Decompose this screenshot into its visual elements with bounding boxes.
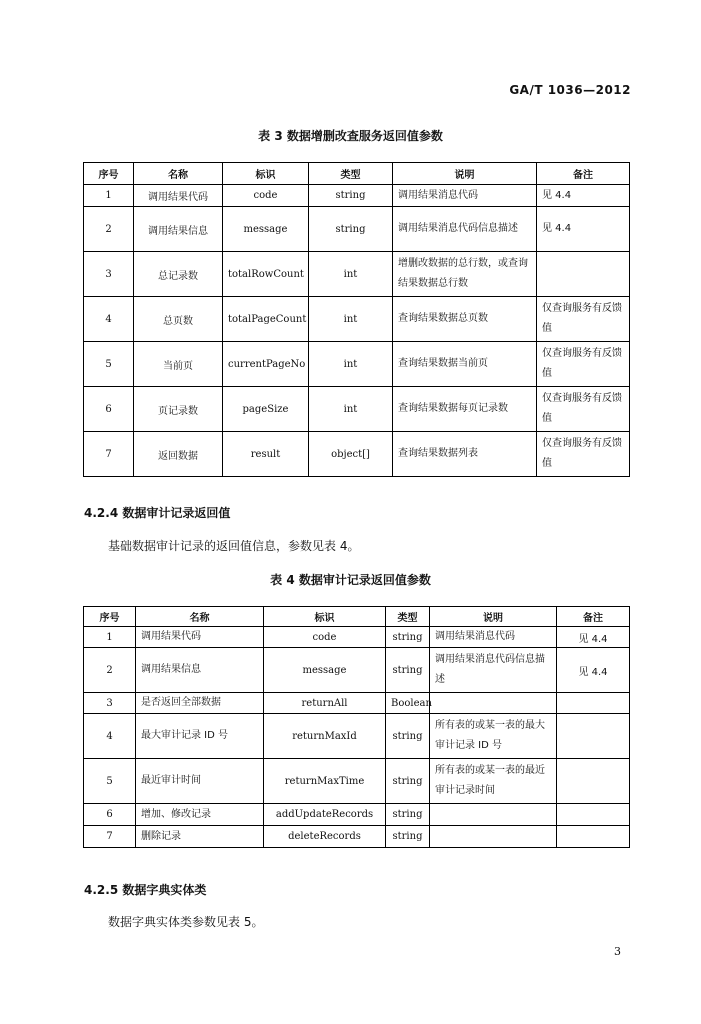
table-cell: int: [309, 297, 393, 342]
table-cell: 查询结果数据总页数: [393, 297, 537, 342]
table-cell: 4: [84, 297, 134, 342]
table4-header-cell: 备注: [557, 607, 630, 627]
table-cell: 是否返回全部数据: [136, 693, 264, 714]
table-cell: 页记录数: [134, 387, 223, 432]
table4: [83, 606, 630, 848]
table-cell: 当前页: [134, 342, 223, 387]
table-cell: string: [386, 714, 430, 759]
table3: [83, 162, 630, 477]
table-cell: pageSize: [223, 387, 309, 432]
table3-header-cell: 标识: [223, 163, 309, 185]
table3-header-cell: 类型: [309, 163, 393, 185]
table-cell: 1: [84, 185, 134, 207]
table-row: [84, 804, 630, 826]
table4-header-cell: 类型: [386, 607, 430, 627]
table-cell: code: [223, 185, 309, 207]
table-cell: 增加、修改记录: [136, 804, 264, 826]
table-cell: [557, 714, 630, 759]
table-cell: string: [386, 648, 430, 693]
table-cell: [557, 759, 630, 804]
table-cell: 4: [84, 714, 136, 759]
table4-header-cell: 标识: [264, 607, 386, 627]
table-cell: string: [386, 804, 430, 826]
table-cell: 调用结果代码: [136, 627, 264, 648]
paragraph-4-2-4: 基础数据审计记录的返回值信息，参数见表 4。: [108, 539, 360, 553]
table3-caption: 表 3 数据增删改查服务返回值参数: [258, 129, 443, 143]
table-cell: 调用结果信息: [136, 648, 264, 693]
table-cell: 7: [84, 432, 134, 477]
table-cell: string: [309, 207, 393, 252]
table-row: [84, 185, 630, 207]
table-cell: code: [264, 627, 386, 648]
table-cell: 调用结果代码: [134, 185, 223, 207]
table-cell: [557, 804, 630, 826]
table4-header-row: [84, 607, 630, 627]
table-cell: [537, 252, 630, 297]
table-cell: 返回数据: [134, 432, 223, 477]
table-cell: returnAll: [264, 693, 386, 714]
table-cell: string: [386, 826, 430, 848]
table-cell: [557, 693, 630, 714]
table-cell: 3: [84, 252, 134, 297]
table-cell: message: [264, 648, 386, 693]
table-cell: 调用结果信息: [134, 207, 223, 252]
table-cell: 3: [84, 693, 136, 714]
table-cell: 增删改数据的总行数，或查询结果数据总行数: [393, 252, 537, 297]
table-cell: Boolean: [386, 693, 430, 714]
table-cell: 仅查询服务有反馈值: [537, 342, 630, 387]
table-row: [84, 627, 630, 648]
table-row: [84, 432, 630, 477]
table-cell: 5: [84, 342, 134, 387]
table-row: [84, 693, 630, 714]
table-row: [84, 207, 630, 252]
table3-header-cell: 备注: [537, 163, 630, 185]
section-title-4-2-4: 4.2.4 数据审计记录返回值: [84, 506, 231, 520]
table-cell: 总页数: [134, 297, 223, 342]
table4-header-cell: 序号: [84, 607, 136, 627]
table4-header-cell: 名称: [136, 607, 264, 627]
table-cell: 调用结果消息代码: [393, 185, 537, 207]
table-cell: 2: [84, 207, 134, 252]
table-cell: [557, 826, 630, 848]
section-title-4-2-5: 4.2.5 数据字典实体类: [84, 883, 207, 897]
table-cell: deleteRecords: [264, 826, 386, 848]
table-cell: [430, 693, 557, 714]
table-cell: totalPageCount: [223, 297, 309, 342]
table-cell: string: [386, 759, 430, 804]
table-cell: 调用结果消息代码: [430, 627, 557, 648]
table-cell: 7: [84, 826, 136, 848]
table-cell: 查询结果数据当前页: [393, 342, 537, 387]
table-cell: object[]: [309, 432, 393, 477]
paragraph-4-2-5: 数据字典实体类参数见表 5。: [108, 915, 264, 929]
table-cell: 6: [84, 804, 136, 826]
table-row: [84, 387, 630, 432]
table-cell: result: [223, 432, 309, 477]
table-cell: 见 4.4: [557, 648, 630, 693]
standard-code: GA/T 1036—2012: [509, 83, 631, 97]
table3-header-cell: 序号: [84, 163, 134, 185]
table-row: [84, 252, 630, 297]
table-cell: 见 4.4: [537, 207, 630, 252]
table-cell: 见 4.4: [557, 627, 630, 648]
table-cell: 调用结果消息代码信息描述: [430, 648, 557, 693]
table3-header-cell: 说明: [393, 163, 537, 185]
table-cell: 查询结果数据列表: [393, 432, 537, 477]
table4-header-cell: 说明: [430, 607, 557, 627]
table-cell: 总记录数: [134, 252, 223, 297]
table-cell: 删除记录: [136, 826, 264, 848]
table-cell: 最大审计记录 ID 号: [136, 714, 264, 759]
table-cell: string: [386, 627, 430, 648]
table-cell: 所有表的或某一表的最近审计记录时间: [430, 759, 557, 804]
table-cell: 调用结果消息代码信息描述: [393, 207, 537, 252]
table-cell: 见 4.4: [537, 185, 630, 207]
table-cell: 仅查询服务有反馈值: [537, 432, 630, 477]
table-cell: [430, 804, 557, 826]
table-row: [84, 342, 630, 387]
table-row: [84, 714, 630, 759]
table-cell: 6: [84, 387, 134, 432]
table-cell: string: [309, 185, 393, 207]
table-cell: totalRowCount: [223, 252, 309, 297]
table-row: [84, 759, 630, 804]
table-cell: int: [309, 252, 393, 297]
table-cell: returnMaxId: [264, 714, 386, 759]
table-cell: 仅查询服务有反馈值: [537, 297, 630, 342]
table-cell: 2: [84, 648, 136, 693]
table-cell: 1: [84, 627, 136, 648]
table-cell: int: [309, 387, 393, 432]
table3-header-cell: 名称: [134, 163, 223, 185]
table-cell: 查询结果数据每页记录数: [393, 387, 537, 432]
table-cell: int: [309, 342, 393, 387]
table-cell: returnMaxTime: [264, 759, 386, 804]
table-cell: 所有表的或某一表的最大审计记录 ID 号: [430, 714, 557, 759]
table-cell: 5: [84, 759, 136, 804]
table3-header-row: [84, 163, 630, 185]
table-row: [84, 297, 630, 342]
table-cell: 仅查询服务有反馈值: [537, 387, 630, 432]
table-row: [84, 648, 630, 693]
table-cell: message: [223, 207, 309, 252]
table-row: [84, 826, 630, 848]
page-number: 3: [614, 945, 621, 958]
table4-caption: 表 4 数据审计记录返回值参数: [270, 573, 431, 587]
table-cell: [430, 826, 557, 848]
table-cell: currentPageNo: [223, 342, 309, 387]
table-cell: addUpdateRecords: [264, 804, 386, 826]
table-cell: 最近审计时间: [136, 759, 264, 804]
